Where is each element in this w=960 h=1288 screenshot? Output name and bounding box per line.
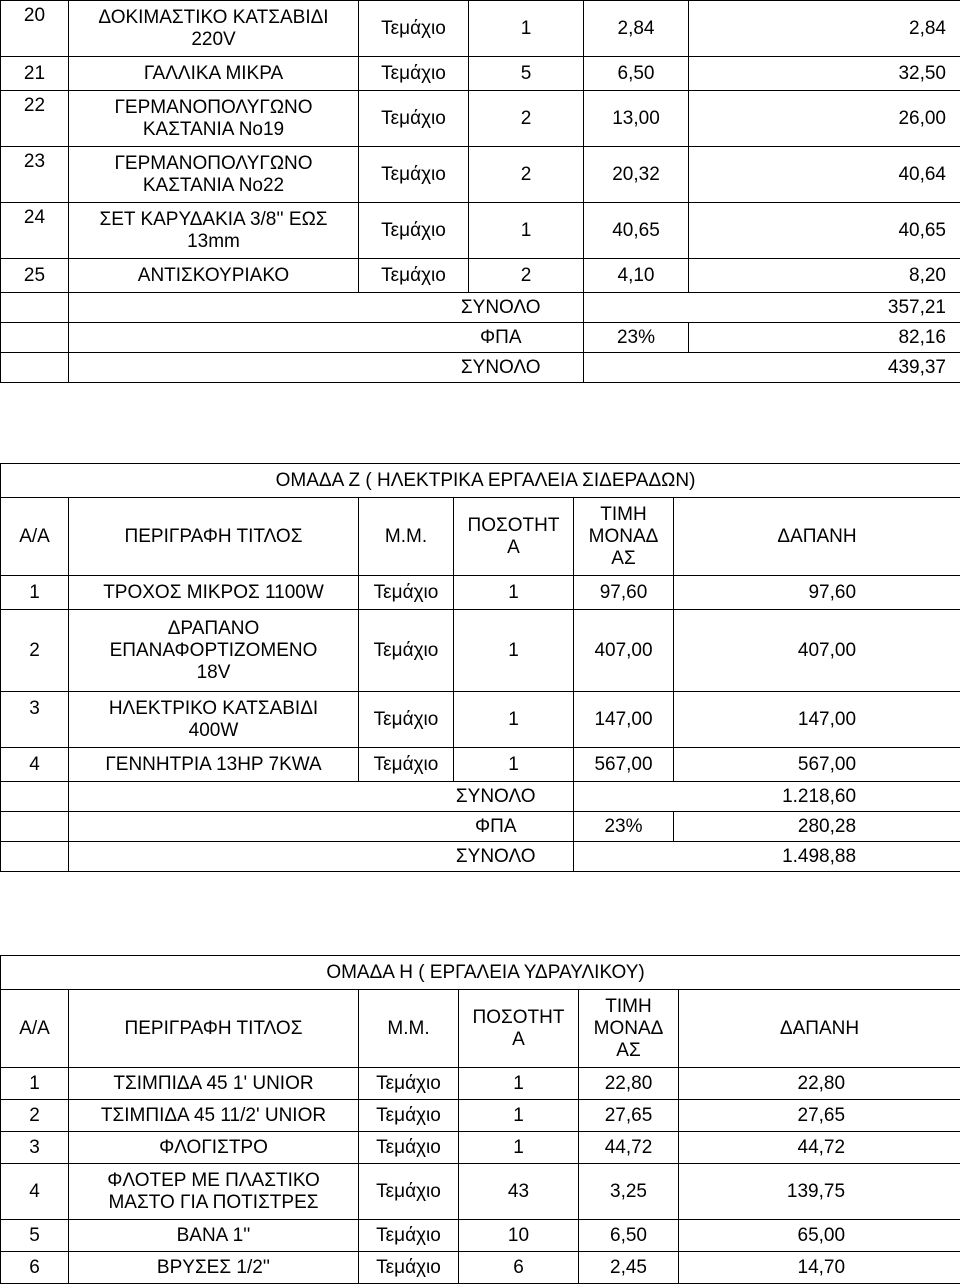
row-number: 3	[1, 1132, 69, 1164]
row-cost: 27,65	[679, 1100, 960, 1132]
vat-value: 82,16	[689, 323, 960, 353]
vat-rate: 23%	[574, 812, 674, 842]
row-unit-price: 2,45	[579, 1252, 679, 1284]
row-number: 1	[1, 1068, 69, 1100]
row-unit: Τεμάχιο	[359, 610, 454, 692]
row-quantity: 1	[454, 610, 574, 692]
row-unit: Τεμάχιο	[359, 1132, 459, 1164]
subtotal-row	[1, 782, 960, 812]
table-row	[1, 748, 960, 782]
subtotal-label: ΣΥΝΟΛΟ	[359, 782, 574, 812]
row-cost: 97,60	[674, 576, 960, 610]
row-unit-price: 147,00	[574, 692, 674, 748]
row-quantity: 2	[469, 259, 584, 293]
header-description: ΠΕΡΙΓΡΑΦΗ ΤΙΤΛΟΣ	[69, 990, 359, 1068]
row-number: 22	[1, 91, 69, 147]
row-number: 24	[1, 203, 69, 259]
row-number: 6	[1, 1252, 69, 1284]
row-number: 23	[1, 147, 69, 203]
row-unit: Τεμάχιο	[359, 1, 469, 57]
row-description: ΦΛΟΤΕΡ ΜΕ ΠΛΑΣΤΙΚΟ ΜΑΣΤΟ ΓΙΑ ΠΟΤΙΣΤΡΕΣ	[69, 1164, 359, 1220]
row-unit: Τεμάχιο	[359, 203, 469, 259]
row-unit: Τεμάχιο	[359, 1100, 459, 1132]
table-row	[1, 1164, 960, 1220]
group-title: ΟΜΑΔΑ Η ( ΕΡΓΑΛΕΙΑ ΥΔΡΑΥΛΙΚΟΥ)	[1, 956, 960, 990]
row-number: 2	[1, 610, 69, 692]
table-row	[1, 1252, 960, 1284]
row-cost: 32,50	[689, 57, 960, 91]
total-value: 439,37	[689, 353, 960, 383]
row-number: 3	[1, 692, 69, 748]
table-row	[1, 203, 960, 259]
row-unit: Τεμάχιο	[359, 1220, 459, 1252]
row-unit: Τεμάχιο	[359, 748, 454, 782]
row-unit-price: 6,50	[584, 57, 689, 91]
row-unit: Τεμάχιο	[359, 57, 469, 91]
row-number: 5	[1, 1220, 69, 1252]
table-row	[1, 147, 960, 203]
row-description: ΓΑΛΛΙΚΑ ΜΙΚΡΑ	[69, 57, 359, 91]
header-no: Α/Α	[1, 498, 69, 576]
group-title-row	[1, 956, 960, 990]
row-quantity: 10	[459, 1220, 579, 1252]
row-unit-price: 13,00	[584, 91, 689, 147]
row-description: ΒΑΝΑ 1''	[69, 1220, 359, 1252]
row-number: 1	[1, 576, 69, 610]
row-description: ΓΕΡΜΑΝΟΠΟΛΥΓΩΝΟ ΚΑΣΤΑΝΙΑ Νο19	[69, 91, 359, 147]
table-row	[1, 1220, 960, 1252]
total-row	[1, 842, 960, 872]
table-2	[0, 463, 960, 872]
row-unit-price: 44,72	[579, 1132, 679, 1164]
row-cost: 567,00	[674, 748, 960, 782]
row-quantity: 1	[459, 1068, 579, 1100]
row-unit-price: 4,10	[584, 259, 689, 293]
vat-rate: 23%	[584, 323, 689, 353]
row-unit-price: 6,50	[579, 1220, 679, 1252]
row-description: ΒΡΥΣΕΣ 1/2''	[69, 1252, 359, 1284]
row-cost: 44,72	[679, 1132, 960, 1164]
row-cost: 407,00	[674, 610, 960, 692]
table-row	[1, 576, 960, 610]
subtotal-label: ΣΥΝΟΛΟ	[359, 293, 584, 323]
row-quantity: 1	[459, 1132, 579, 1164]
row-cost: 40,64	[689, 147, 960, 203]
row-unit: Τεμάχιο	[359, 576, 454, 610]
vat-row	[1, 323, 960, 353]
table-row	[1, 610, 960, 692]
row-cost: 8,20	[689, 259, 960, 293]
row-description: ΣΕΤ ΚΑΡΥΔΑΚΙΑ 3/8'' ΕΩΣ 13mm	[69, 203, 359, 259]
row-quantity: 1	[469, 1, 584, 57]
row-quantity: 1	[469, 203, 584, 259]
header-cost: ΔΑΠΑΝΗ	[679, 990, 960, 1068]
header-description: ΠΕΡΙΓΡΑΦΗ ΤΙΤΛΟΣ	[69, 498, 359, 576]
table-row	[1, 57, 960, 91]
row-cost: 147,00	[674, 692, 960, 748]
row-description: ΤΣΙΜΠΙΔΑ 45 11/2' UNIOR	[69, 1100, 359, 1132]
row-unit: Τεμάχιο	[359, 259, 469, 293]
total-row	[1, 353, 960, 383]
row-unit: Τεμάχιο	[359, 1068, 459, 1100]
table-row	[1, 1132, 960, 1164]
row-description: ΔΡΑΠΑΝΟ ΕΠΑΝΑΦΟΡΤΙΖΟΜΕΝΟ 18V	[69, 610, 359, 692]
row-description: ΦΛΟΓΙΣΤΡΟ	[69, 1132, 359, 1164]
row-unit-price: 20,32	[584, 147, 689, 203]
row-quantity: 2	[469, 147, 584, 203]
row-unit-price: 407,00	[574, 610, 674, 692]
vat-row	[1, 812, 960, 842]
row-unit-price: 22,80	[579, 1068, 679, 1100]
row-description: ΓΕΡΜΑΝΟΠΟΛΥΓΩΝΟ ΚΑΣΤΑΝΙΑ Νο22	[69, 147, 359, 203]
row-cost: 139,75	[679, 1164, 960, 1220]
row-number: 2	[1, 1100, 69, 1132]
header-unit: Μ.Μ.	[359, 498, 454, 576]
row-unit-price: 97,60	[574, 576, 674, 610]
table-row	[1, 1, 960, 57]
row-unit-price: 567,00	[574, 748, 674, 782]
row-number: 21	[1, 57, 69, 91]
row-unit: Τεμάχιο	[359, 692, 454, 748]
total-label: ΣΥΝΟΛΟ	[359, 353, 584, 383]
row-unit-price: 27,65	[579, 1100, 679, 1132]
row-description: ΑΝΤΙΣΚΟΥΡΙΑΚΟ	[69, 259, 359, 293]
table-row	[1, 259, 960, 293]
total-label: ΣΥΝΟΛΟ	[359, 842, 574, 872]
table-3	[0, 955, 960, 1284]
header-row	[1, 498, 960, 576]
table-row	[1, 1068, 960, 1100]
total-value: 1.498,88	[674, 842, 960, 872]
vat-label: ΦΠΑ	[359, 323, 584, 353]
row-number: 4	[1, 748, 69, 782]
table-1	[0, 0, 960, 383]
row-quantity: 1	[454, 748, 574, 782]
row-unit-price: 3,25	[579, 1164, 679, 1220]
subtotal-row	[1, 293, 960, 323]
table-row	[1, 1100, 960, 1132]
row-cost: 40,65	[689, 203, 960, 259]
header-quantity: ΠΟΣΟΤΗΤ Α	[454, 498, 574, 576]
row-unit: Τεμάχιο	[359, 1164, 459, 1220]
group-title: ΟΜΑΔΑ Ζ ( ΗΛΕΚΤΡΙΚΑ ΕΡΓΑΛΕΙΑ ΣΙΔΕΡΑΔΩΝ)	[1, 464, 960, 498]
row-quantity: 1	[459, 1100, 579, 1132]
row-quantity: 43	[459, 1164, 579, 1220]
row-unit-price: 2,84	[584, 1, 689, 57]
row-description: ΓΕΝΝΗΤΡΙΑ 13HP 7KWA	[69, 748, 359, 782]
row-quantity: 2	[469, 91, 584, 147]
row-unit: Τεμάχιο	[359, 1252, 459, 1284]
header-row	[1, 990, 960, 1068]
header-cost: ΔΑΠΑΝΗ	[674, 498, 960, 576]
row-quantity: 1	[454, 692, 574, 748]
row-unit-price: 40,65	[584, 203, 689, 259]
header-unit: Μ.Μ.	[359, 990, 459, 1068]
header-unit-price: ΤΙΜΗ ΜΟΝΑΔ ΑΣ	[579, 990, 679, 1068]
row-number: 25	[1, 259, 69, 293]
row-unit: Τεμάχιο	[359, 91, 469, 147]
subtotal-value: 1.218,60	[674, 782, 960, 812]
row-cost: 26,00	[689, 91, 960, 147]
row-cost: 22,80	[679, 1068, 960, 1100]
row-unit: Τεμάχιο	[359, 147, 469, 203]
row-quantity: 5	[469, 57, 584, 91]
row-description: ΗΛΕΚΤΡΙΚΟ ΚΑΤΣΑΒΙΔΙ 400W	[69, 692, 359, 748]
table-row	[1, 91, 960, 147]
header-unit-price: ΤΙΜΗ ΜΟΝΑΔ ΑΣ	[574, 498, 674, 576]
row-number: 20	[1, 1, 69, 57]
vat-value: 280,28	[674, 812, 960, 842]
table-row	[1, 692, 960, 748]
row-quantity: 1	[454, 576, 574, 610]
subtotal-value: 357,21	[689, 293, 960, 323]
vat-label: ΦΠΑ	[359, 812, 574, 842]
row-quantity: 6	[459, 1252, 579, 1284]
row-number: 4	[1, 1164, 69, 1220]
row-cost: 14,70	[679, 1252, 960, 1284]
row-cost: 65,00	[679, 1220, 960, 1252]
group-title-row	[1, 464, 960, 498]
header-no: Α/Α	[1, 990, 69, 1068]
header-quantity: ΠΟΣΟΤΗΤ Α	[459, 990, 579, 1068]
row-description: ΤΡΟΧΟΣ ΜΙΚΡΟΣ 1100W	[69, 576, 359, 610]
row-description: ΔΟΚΙΜΑΣΤΙΚΟ ΚΑΤΣΑΒΙΔΙ 220V	[69, 1, 359, 57]
row-description: ΤΣΙΜΠΙΔΑ 45 1' UNIOR	[69, 1068, 359, 1100]
row-cost: 2,84	[689, 1, 960, 57]
